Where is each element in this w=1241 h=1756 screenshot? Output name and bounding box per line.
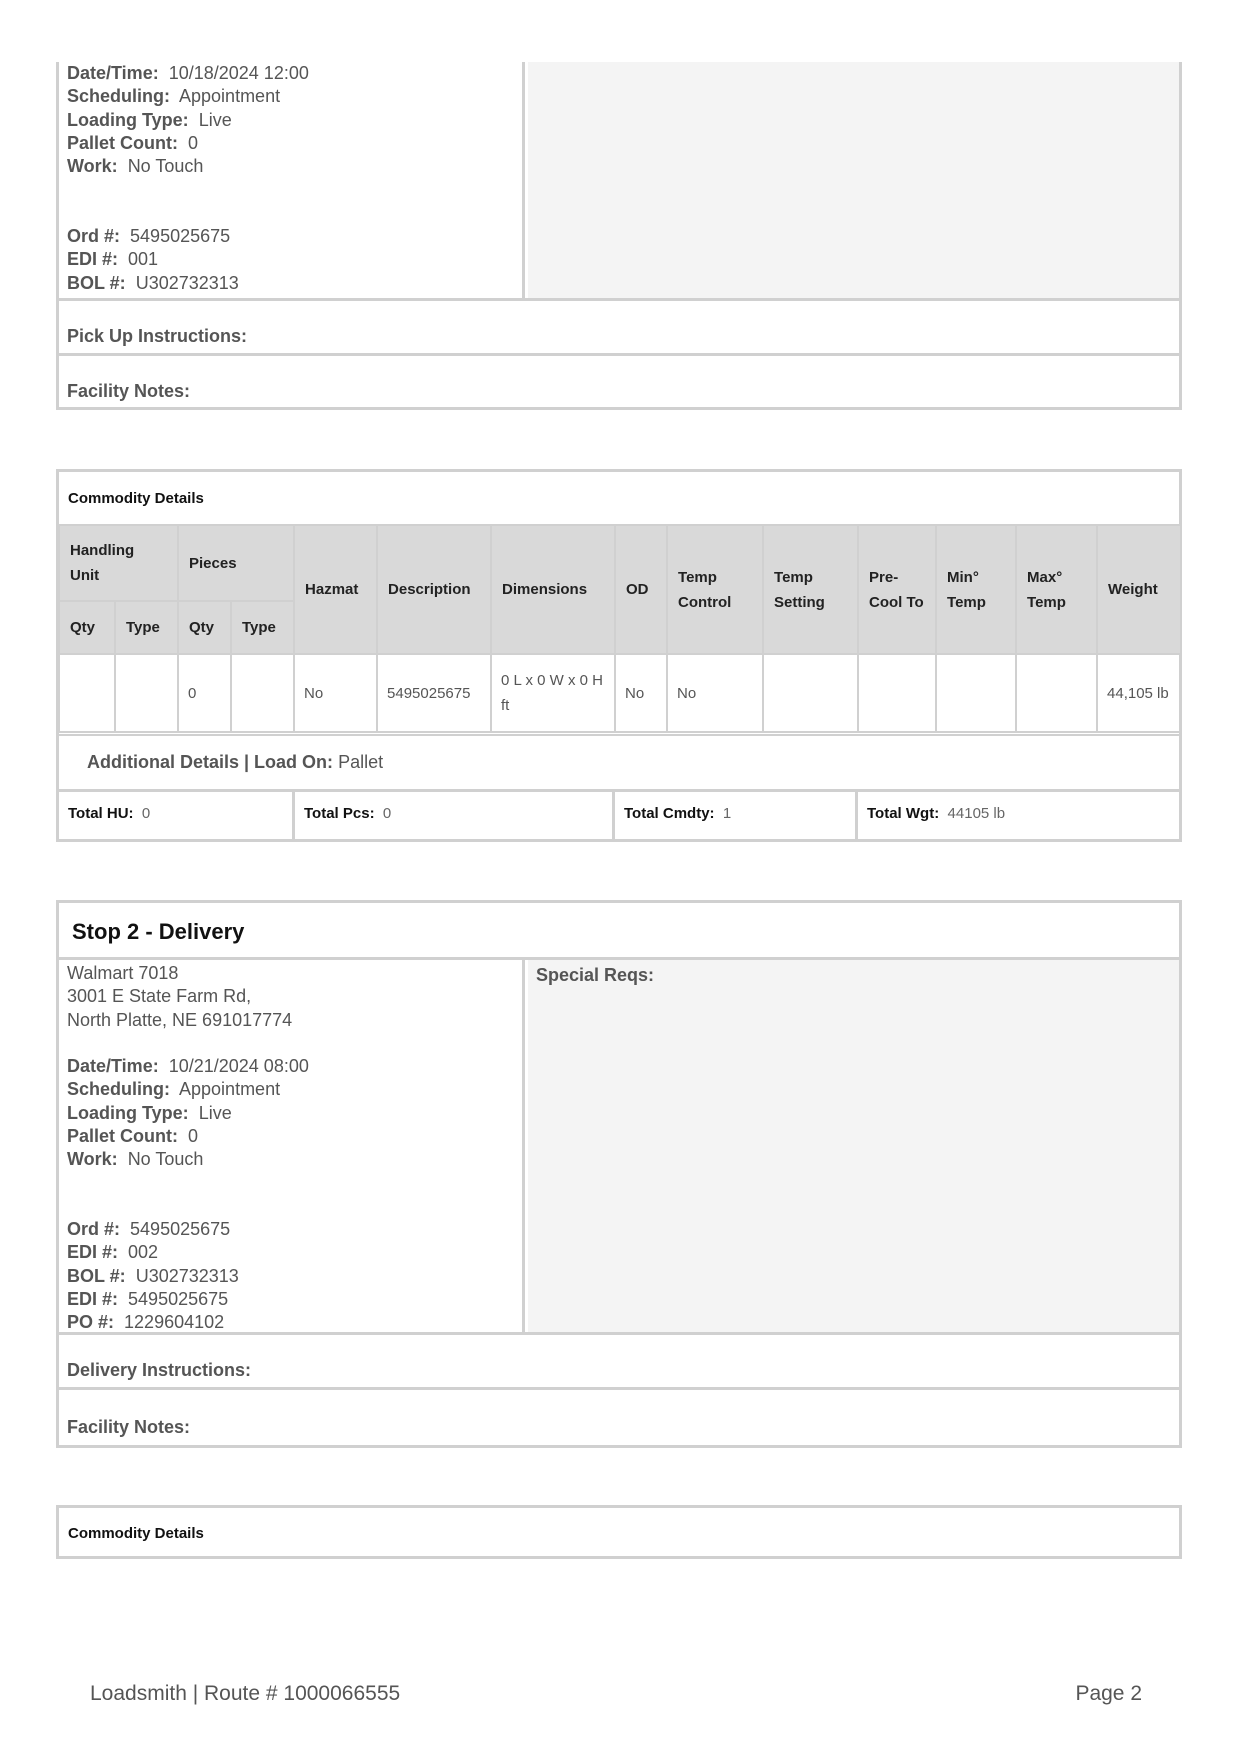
- stop2-card: [56, 900, 1182, 1448]
- total-pcs: Total Pcs: 0: [295, 792, 615, 839]
- footer-page-number: Page 2: [1075, 1682, 1142, 1705]
- cell-weight: 44,105 lb: [1097, 654, 1181, 732]
- detail-row: Date/Time: 10/21/2024 08:00: [67, 1056, 309, 1076]
- ref-row: PO #: 1229604102: [67, 1312, 225, 1333]
- stop2-title: Stop 2 - Delivery: [72, 919, 245, 944]
- th-pre-cool-to: Pre-Cool To: [858, 525, 936, 654]
- detail-row: Loading Type: Live: [67, 1102, 232, 1123]
- th-weight: Weight: [1097, 525, 1181, 654]
- th-hu-type: Type: [115, 601, 178, 654]
- detail-row: Pallet Count: 0: [67, 1125, 199, 1146]
- cell-dimensions: 0 L x 0 W x 0 H ft: [491, 654, 615, 732]
- delivery-instructions-row: [59, 1332, 1179, 1387]
- th-max-temp: Max° Temp: [1016, 525, 1097, 654]
- th-hazmat: Hazmat: [294, 525, 377, 654]
- stop1-facility-notes-label: Facility Notes:: [67, 381, 191, 401]
- ref-row: BOL #: U302732313: [67, 1265, 239, 1286]
- cell-pcs-qty: 0: [178, 654, 231, 732]
- commodity-table: [58, 524, 1182, 733]
- detail-row: Loading Type: Live: [67, 109, 232, 130]
- additional-details-text: [87, 752, 383, 773]
- pickup-instructions-label: Pick Up Instructions:: [67, 326, 248, 346]
- detail-row: Scheduling: Appointment: [67, 1079, 281, 1100]
- cell-temp-setting: [763, 654, 858, 732]
- stop2-details: [67, 1055, 309, 1171]
- ref-row: BOL #: U302732313: [67, 272, 239, 293]
- stop1-info-column: [59, 62, 525, 298]
- ref-row: EDI #: 002: [67, 1242, 159, 1263]
- stop1-details: [67, 62, 309, 178]
- ref-row: EDI #: 5495025675: [67, 1288, 229, 1309]
- stop2-facility-notes-label: Facility Notes:: [67, 1417, 191, 1437]
- commodity-table-wrap: [58, 524, 1180, 733]
- cell-hazmat: No: [294, 654, 377, 732]
- delivery-instructions-label: Delivery Instructions:: [67, 1360, 252, 1380]
- stop2-body: [59, 957, 1179, 1335]
- stop1-special-panel: [528, 62, 1179, 298]
- detail-row: Work: No Touch: [67, 1149, 204, 1170]
- stop2-refs: [67, 1218, 239, 1334]
- commodity-details-card: [56, 469, 1182, 842]
- additional-details-label: Additional Details | Load On:: [87, 752, 334, 772]
- pickup-instructions-row: [59, 298, 1179, 353]
- commodity-details-title: Commodity Details: [68, 490, 204, 507]
- th-min-temp: Min° Temp: [936, 525, 1016, 654]
- detail-row: Pallet Count: 0: [67, 132, 199, 153]
- table-row: [59, 654, 1181, 732]
- additional-details-row: [59, 734, 1179, 789]
- cell-description: 5495025675: [377, 654, 491, 732]
- stop1-facility-notes-row: [59, 353, 1179, 407]
- th-pieces: Pieces: [178, 525, 294, 601]
- cell-temp-control: No: [667, 654, 763, 732]
- ref-row: Ord #: 5495025675: [67, 226, 231, 246]
- detail-row: Date/Time: 10/18/2024 12:00: [67, 63, 309, 83]
- cell-pcs-type: [231, 654, 294, 732]
- th-description: Description: [377, 525, 491, 654]
- total-hu: Total HU: 0: [59, 792, 295, 839]
- cell-min-temp: [936, 654, 1016, 732]
- stop2-facility-notes-row: [59, 1387, 1179, 1445]
- th-temp-setting: Temp Setting: [763, 525, 858, 654]
- special-reqs-label: Special Reqs:: [536, 965, 655, 985]
- th-hu-qty: Qty: [59, 601, 115, 654]
- stop2-address: [67, 962, 292, 1032]
- ref-row: EDI #: 001: [67, 249, 159, 270]
- stop1-card: [56, 62, 1182, 410]
- cell-hu-type: [115, 654, 178, 732]
- th-temp-control: Temp Control: [667, 525, 763, 654]
- additional-details-value: Pallet: [338, 752, 384, 772]
- cell-hu-qty: [59, 654, 115, 732]
- address-line: Walmart 7018: [67, 963, 179, 983]
- footer-route: Loadsmith | Route # 1000066555: [90, 1682, 401, 1705]
- total-cmdty: Total Cmdty: 1: [615, 792, 858, 839]
- detail-row: Work: No Touch: [67, 156, 204, 177]
- address-line: North Platte, NE 691017774: [67, 1009, 293, 1030]
- th-pcs-type: Type: [231, 601, 294, 654]
- total-wgt: Total Wgt: 44105 lb: [867, 805, 1006, 822]
- stop1-refs: [67, 225, 239, 295]
- detail-row: Scheduling: Appointment: [67, 86, 281, 107]
- commodity-details-card-2: [56, 1505, 1182, 1559]
- ref-row: Ord #: 5495025675: [67, 1219, 231, 1239]
- commodity-details-title-2: Commodity Details: [68, 1525, 204, 1542]
- cell-pre-cool-to: [858, 654, 936, 732]
- th-od: OD: [615, 525, 667, 654]
- cell-od: No: [615, 654, 667, 732]
- th-pcs-qty: Qty: [178, 601, 231, 654]
- cell-max-temp: [1016, 654, 1097, 732]
- stop2-special-panel: [528, 960, 1179, 1335]
- address-line: 3001 E State Farm Rd,: [67, 986, 252, 1007]
- th-handling-unit: Handling Unit: [59, 525, 178, 601]
- th-dimensions: Dimensions: [491, 525, 615, 654]
- totals-row: [59, 789, 1179, 839]
- stop2-info-column: [59, 960, 525, 1335]
